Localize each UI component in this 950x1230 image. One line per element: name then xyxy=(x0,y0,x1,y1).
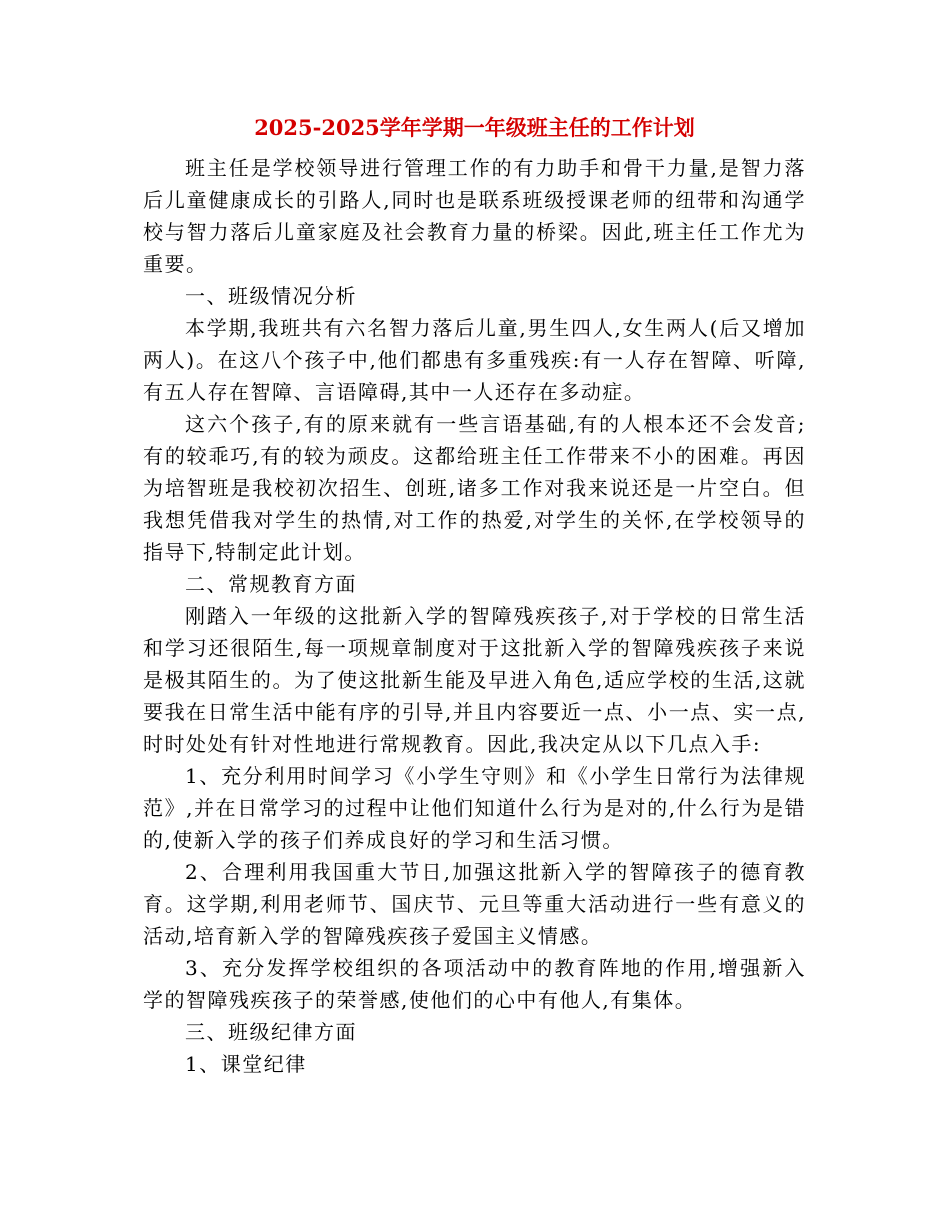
list-item-3: 3、充分发挥学校组织的各项活动中的教育阵地的作用,增强新入学的智障残疾孩子的荣誉感,使他们的心中有他人,有集体。 xyxy=(143,956,806,1012)
section-heading-routine-education: 二、常规教育方面 xyxy=(185,572,357,596)
list-item-2: 2、合理利用我国重大节日,加强这批新入学的智障孩子的德育教育。这学期,利用老师节、国庆节、元旦等重大活动进行一些有意义的活动,培育新入学的智障残疾孩子爱国主义情感。 xyxy=(143,860,806,948)
paragraph-class-difficulties: 这六个孩子,有的原来就有一些言语基础,有的人根本还不会发音;有的较乖巧,有的较为顽皮。这都给班主任工作带来不小的困难。再因为培智班是我校初次招生、创班,诸多工作对我来说还是一片空白。但我想凭借我对学生的热情,对工作的热爱,对学生的关怀,在学校领导的指导下,特制定此计划。 xyxy=(143,412,806,564)
document-title: 2025-2025学年学期一年级班主任的工作计划 xyxy=(254,115,695,140)
section-heading-class-analysis: 一、班级情况分析 xyxy=(185,284,357,308)
paragraph-class-composition: 本学期,我班共有六名智力落后儿童,男生四人,女生两人(后又增加两人)。在这八个孩子中,他们都患有多重残疾:有一人存在智障、听障,有五人存在智障、言语障碍,其中一人还存在多动症。 xyxy=(143,316,806,404)
list-item-1: 1、充分利用时间学习《小学生守则》和《小学生日常行为法律规范》,并在日常学习的过程中让他们知道什么行为是对的,什么行为是错的,使新入学的孩子们养成良好的学习和生活习惯。 xyxy=(143,764,806,852)
paragraph-routine-education: 刚踏入一年级的这批新入学的智障残疾孩子,对于学校的日常生活和学习还很陌生,每一项规章制度对于这批新入学的智障残疾孩子来说是极其陌生的。为了使这批新生能及早进入角色,适应学校的生活,这就要我在日常生活中能有序的引导,并且内容要近一点、小一点、实一点,时时处处有针对性地进行常规教育。因此,我决定从以下几点入手: xyxy=(143,604,806,756)
paragraph-intro: 班主任是学校领导进行管理工作的有力助手和骨干力量,是智力落后儿童健康成长的引路人,同时也是联系班级授课老师的纽带和沟通学校与智力落后儿童家庭及社会教育力量的桥梁。因此,班主任工作尤为重要。 xyxy=(143,156,806,276)
section-heading-class-discipline: 三、班级纪律方面 xyxy=(185,1020,357,1044)
subheading-classroom-discipline: 1、课堂纪律 xyxy=(185,1052,307,1076)
